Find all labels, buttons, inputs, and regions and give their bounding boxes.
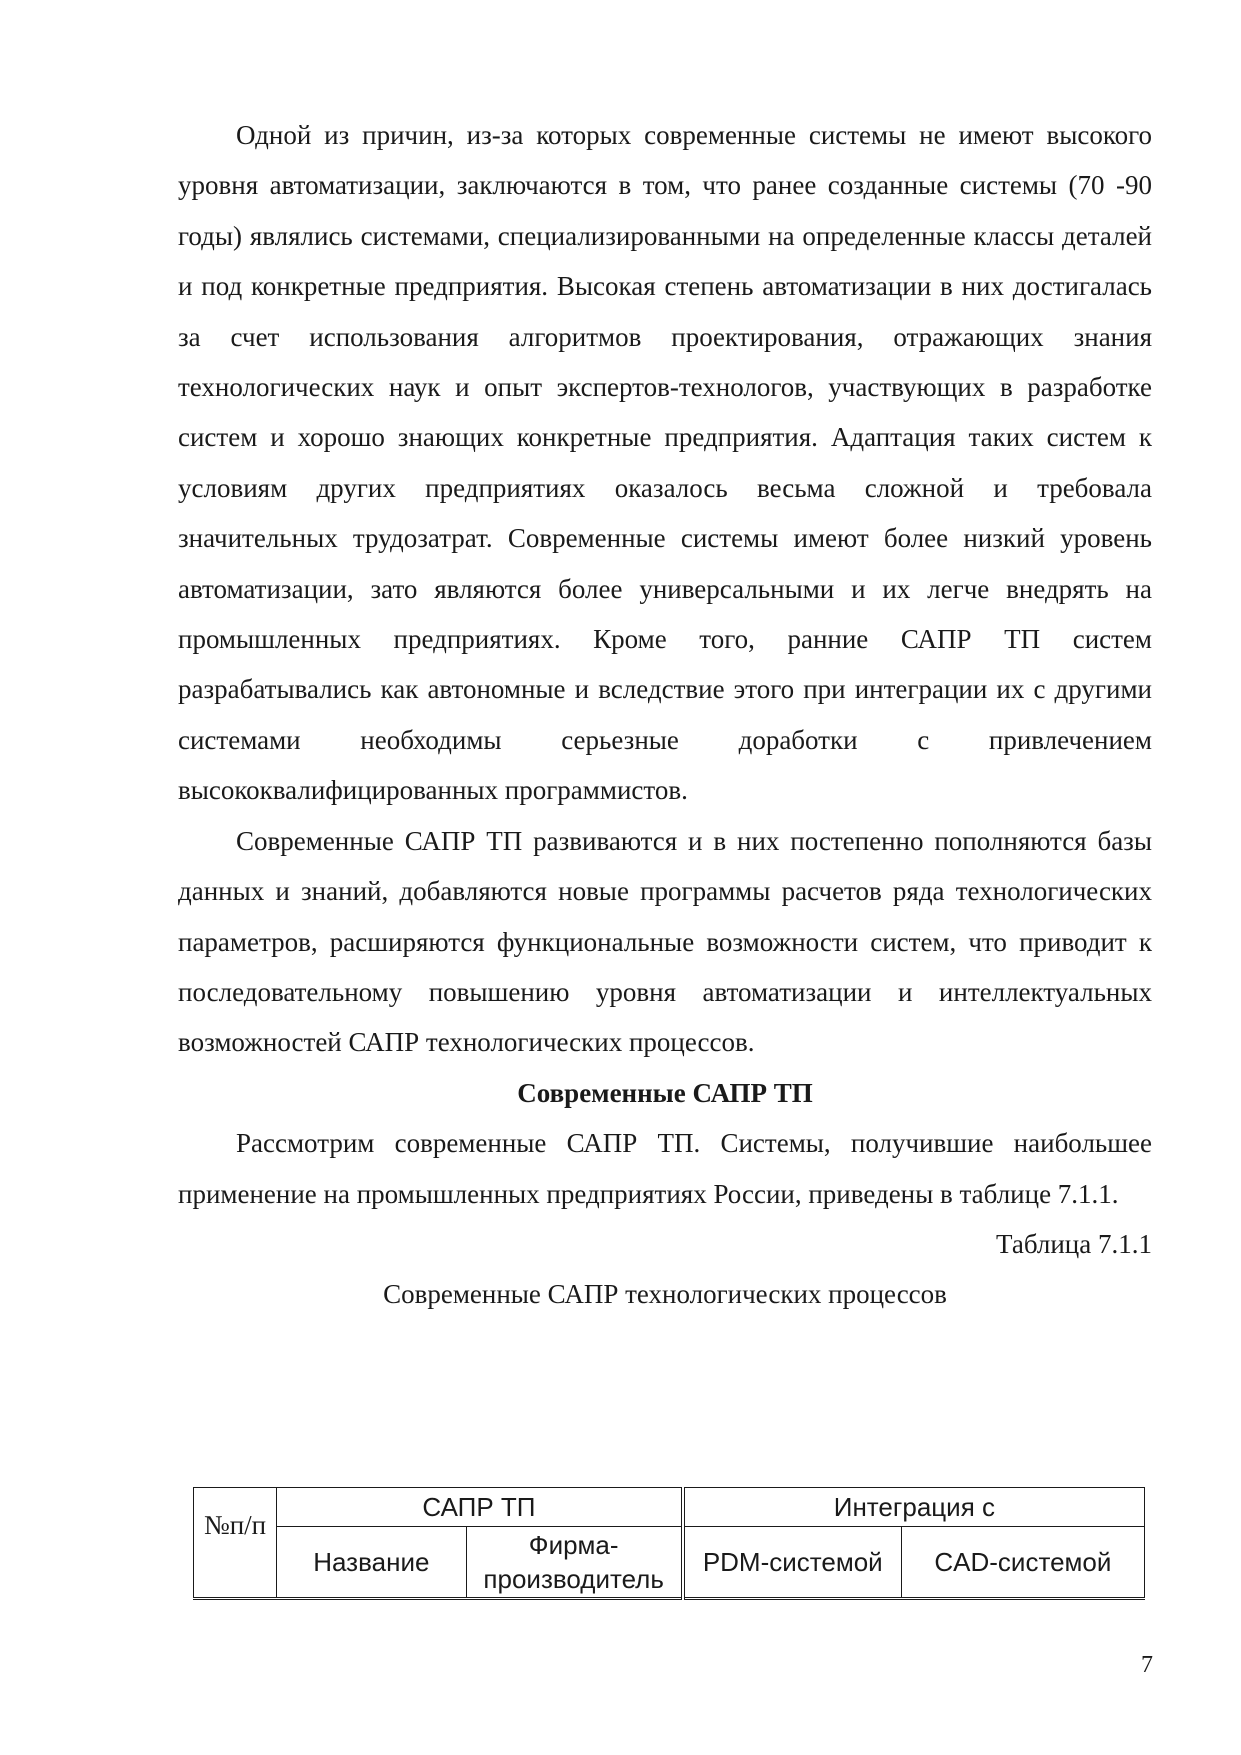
intro-paragraph: Рассмотрим современные САПР ТП. Системы, получившие наибольшее применение на промышленных предприятиях России, приведены в таблице 7.1.1. (178, 1128, 1152, 1209)
col-cad-header: CAD-системой (901, 1527, 1144, 1599)
capp-systems-table (193, 1487, 1145, 1600)
col-vendor-header: Фирма-производитель (466, 1527, 683, 1599)
table-header-row-top (194, 1488, 1145, 1527)
col-pdm-header: PDM-системой (683, 1527, 902, 1599)
section-heading: Современные САПР ТП (517, 1077, 813, 1108)
paragraph-2: Современные САПР ТП развиваются и в них постепенно пополняются базы данных и знаний, добавляются новые программы расчетов ряда технологических параметров, расширяются функциональные возможности систем, что приводит к последовательному повышению уровня автоматизации и интеллектуальных возможностей САПР технологических процессов. (178, 825, 1152, 1058)
group-header-capp: САПР ТП (277, 1488, 683, 1527)
table-number-label: Таблица 7.1.1 (996, 1228, 1152, 1259)
col-number-header: №п/п (194, 1488, 277, 1599)
col-name-header: Название (277, 1527, 466, 1599)
table-header-row-sub (194, 1527, 1145, 1599)
group-header-integration: Интеграция с (683, 1488, 1145, 1527)
table-caption: Современные САПР технологических процессов (383, 1279, 947, 1310)
paragraph-1: Одной из причин, из-за которых современные системы не имеют высокого уровня автоматизации, заключаются в том, что ранее созданные системы (70 -90 годы) являлись системами, специализированными на определенные классы деталей и под конкретные предприятия. Высокая степень автоматизации в них достигалась за счет использования алгоритмов проектирования, отражающих знания технологических наук и опыт экспертов-технологов, участвующих в разработке систем и хорошо знающих конкретные предприятия. Адаптация таких систем к условиям других предприятиях оказалось весьма сложной и требовала значительных трудозатрат. Современные системы имеют более низкий уровень автоматизации, зато являются более универсальными и их легче внедрять на промышленных предприятиях. Кроме того, ранние САПР ТП систем разрабатывались как автономные и вследствие этого при интеграции их с другими системами необходимы серьезные доработки с привлечением высококвалифицированных программистов. (178, 120, 1152, 806)
page-body (178, 110, 1152, 1320)
page-number: 7 (1141, 1652, 1153, 1678)
